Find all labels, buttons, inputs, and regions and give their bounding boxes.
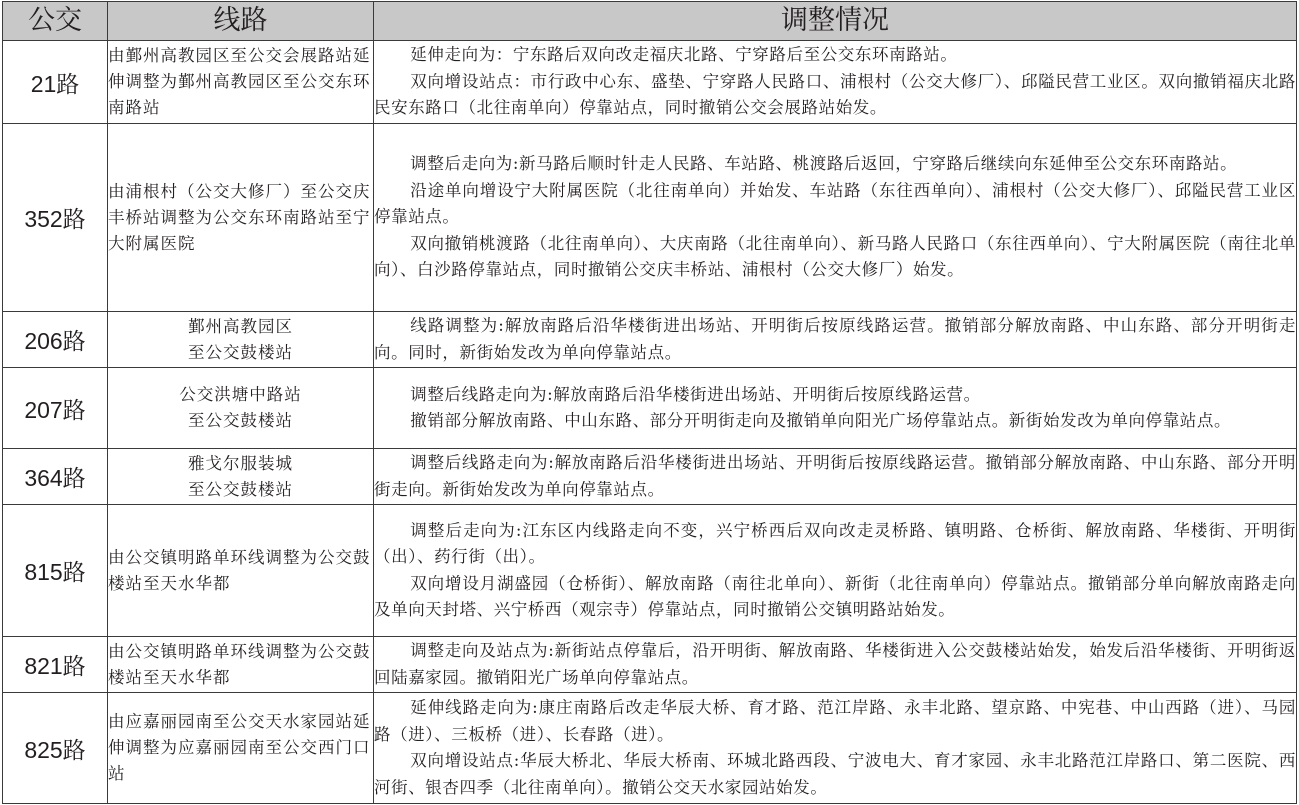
route-line: 鄞州高教园区 <box>188 316 293 336</box>
header-bus: 公交 <box>3 2 108 41</box>
route-description: 由浦根村（公交大修厂）至公交庆丰桥站调整为公交东环南路站至宁大附属医院 <box>108 124 374 312</box>
detail-paragraph: 调整后线路走向为:解放南路后沿华楼街进出场站、开明街后按原线路运营。撤销部分解放南路、中山东路、部分开明街走向。新街始发改为单向停靠站点。 <box>374 453 1296 499</box>
detail-paragraph: 延伸走向为：宁东路后双向改走福庆北路、宁穿路后至公交东环南路站。 <box>410 45 958 65</box>
bus-number: 815路 <box>3 505 108 637</box>
route-description: 由鄞州高教园区至公交会展路站延伸调整为鄞州高教园区至公交东环南路站 <box>108 41 374 124</box>
route-description: 由应嘉丽园南至公交天水家园站延伸调整为应嘉丽园南至公交西门口站 <box>108 693 374 804</box>
bus-number: 364路 <box>3 449 108 505</box>
table-row <box>3 41 1297 124</box>
adjustment-detail <box>374 637 1297 693</box>
detail-paragraph: 调整走向及站点为:新街站点停靠后，沿开明街、解放南路、华楼街进入公交鼓楼站始发，始发后沿华楼街、开明街返回陆嘉家园。撤销阳光广场单向停靠站点。 <box>374 641 1296 687</box>
detail-paragraph: 调整后走向为:江东区内线路走向不变，兴宁桥西后双向改走灵桥路、镇明路、仓桥街、解放南路、华楼街、开明街（出）、药行街（出）。 <box>374 520 1296 566</box>
table-row <box>3 505 1297 637</box>
bus-number: 207路 <box>3 368 108 449</box>
table-row <box>3 312 1297 368</box>
detail-paragraph: 线路调整为:解放南路后沿华楼街进出场站、开明街后按原线路运营。撤销部分解放南路、中山东路、部分开明街走向。同时，新街始发改为单向停靠站点。 <box>374 316 1296 362</box>
detail-paragraph: 沿途单向增设宁大附属医院（北往南单向）并始发、车站路（东往西单向）、浦根村（公交大修厂）、邱隘民营工业区停靠站点。 <box>374 180 1296 227</box>
detail-paragraph: 调整后走向为:新马路后顺时针走人民路、车站路、桃渡路后返回，宁穿路后继续向东延伸至公交东环南路站。 <box>410 154 1238 174</box>
route-line: 雅戈尔服装城 <box>188 453 293 473</box>
route-description <box>108 449 374 505</box>
detail-paragraph: 调整后线路走向为:解放南路后沿华楼街进出场站、开明街后按原线路运营。 <box>410 384 981 404</box>
adjustment-detail <box>374 124 1297 312</box>
adjustment-detail <box>374 368 1297 449</box>
table-row <box>3 637 1297 693</box>
bus-number: 206路 <box>3 312 108 368</box>
detail-paragraph: 双向增设站点:华辰大桥北、华辰大桥南、环城北路西段、宁波电大、育才家园、永丰北路范江岸路口、第二医院、西河街、银杏四季（北往南单向）。撤销公交天水家园站始发。 <box>374 751 1296 797</box>
detail-paragraph: 双向增设月湖盛园（仓桥街）、解放南路（南往北单向）、新街（北往南单向）停靠站点。撤销部分单向解放南路走向及单向天封塔、兴宁桥西（观宗寺）停靠站点，同时撤销公交镇明路站始发。 <box>374 573 1296 619</box>
detail-paragraph: 双向增设站点：市行政中心东、盛垫、宁穿路人民路口、浦根村（公交大修厂）、邱隘民营工业区。双向撤销福庆北路民安东路口（北往南单向）停靠站点，同时撤销公交会展路站始发。 <box>374 71 1296 118</box>
adjustment-detail <box>374 41 1297 124</box>
bus-number: 352路 <box>3 124 108 312</box>
header-detail: 调整情况 <box>374 2 1297 41</box>
bus-number: 21路 <box>3 41 108 124</box>
detail-paragraph: 双向撤销桃渡路（北往南单向）、大庆南路（北往南单向）、新马路人民路口（东往西单向）、宁大附属医院（南往北单向）、白沙路停靠站点，同时撤销公交庆丰桥站、浦根村（公交大修厂）始发。 <box>374 233 1296 280</box>
table-row <box>3 449 1297 505</box>
adjustment-detail <box>374 312 1297 368</box>
table-row <box>3 368 1297 449</box>
detail-paragraph: 延伸线路走向为:康庄南路后改走华辰大桥、育才路、范江岸路、永丰北路、望京路、中宪巷、中山西路（进）、马园路（进）、三板桥（进）、长春路（进）。 <box>374 698 1296 744</box>
table-row <box>3 693 1297 804</box>
adjustment-detail <box>374 449 1297 505</box>
route-line: 至公交鼓楼站 <box>188 479 293 499</box>
table-header-row <box>3 2 1297 41</box>
route-description: 由公交镇明路单环线调整为公交鼓楼站至天水华都 <box>108 505 374 637</box>
bus-number: 825路 <box>3 693 108 804</box>
route-adjustment-table <box>2 1 1297 804</box>
adjustment-detail <box>374 693 1297 804</box>
route-description: 由公交镇明路单环线调整为公交鼓楼站至天水华都 <box>108 637 374 693</box>
route-description <box>108 312 374 368</box>
route-line: 至公交鼓楼站 <box>188 342 293 362</box>
adjustment-detail <box>374 505 1297 637</box>
table-row <box>3 124 1297 312</box>
detail-paragraph: 撤销部分解放南路、中山东路、部分开明街走向及撤销单向阳光广场停靠站点。新街始发改为单向停靠站点。 <box>410 411 1232 430</box>
route-description <box>108 368 374 449</box>
route-line: 公交洪塘中路站 <box>179 385 302 404</box>
bus-number: 821路 <box>3 637 108 693</box>
route-line: 至公交鼓楼站 <box>188 411 293 430</box>
header-route: 线路 <box>108 2 374 41</box>
